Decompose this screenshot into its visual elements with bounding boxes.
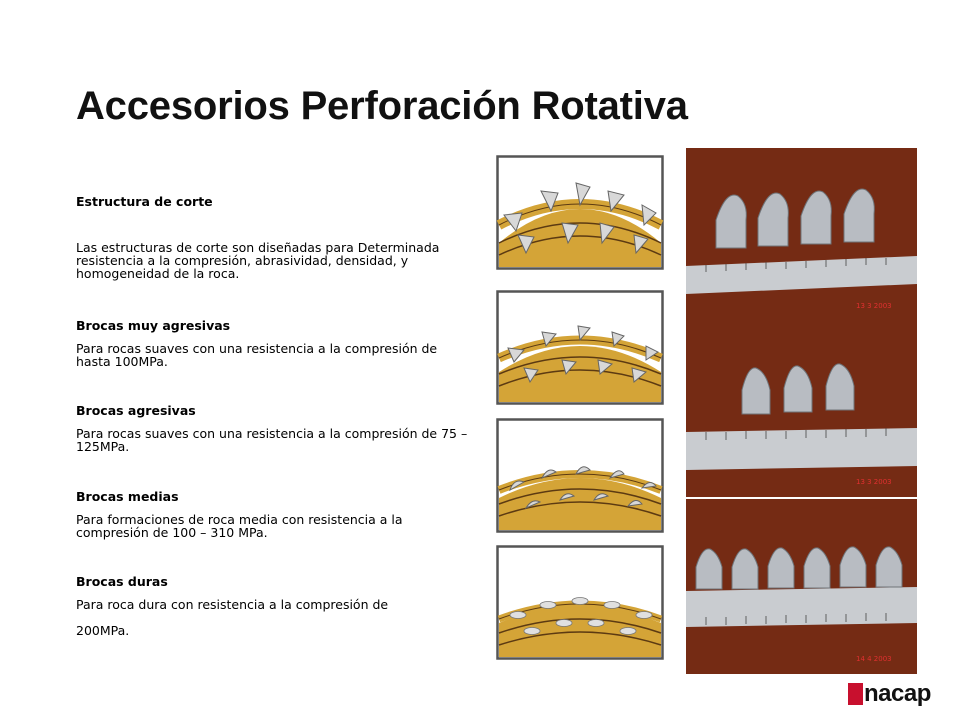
inacap-logo	[848, 680, 931, 707]
section-body-duras-line1: Para roca dura con resistencia a la compresión de	[76, 597, 389, 612]
section-body-estructura: Las estructuras de corte son diseñadas para Determinada resistencia a la compresión, abrasividad, densidad, y homogeneidad de la roca.	[76, 240, 440, 281]
photo-2-date: 13 3 2003	[856, 478, 892, 486]
slide-title: Accesorios Perforación Rotativa	[76, 84, 688, 128]
section-body-muy-agresivas: Para rocas suaves con una resistencia a la compresión de hasta 100MPa.	[76, 341, 438, 369]
section-heading-duras: Brocas duras	[76, 574, 168, 589]
section-heading-medias: Brocas medias	[76, 489, 179, 504]
section-heading-estructura: Estructura de corte	[76, 194, 213, 209]
section-body-agresivas: Para rocas suaves con una resistencia a la compresión de 75 – 125MPa.	[76, 426, 468, 454]
button-bits-photo-3	[686, 499, 917, 674]
button-bits-photo-2	[686, 322, 917, 497]
logo-wordmark: nacap	[864, 680, 931, 707]
section-heading-agresivas: Brocas agresivas	[76, 403, 196, 418]
button-bits-photo-1	[686, 148, 917, 322]
cutting-structure-diagram-agresivas	[496, 290, 664, 405]
cutting-structure-diagram-muy-agresivas	[496, 155, 664, 270]
cutting-structure-diagram-duras	[496, 545, 664, 660]
section-body-medias: Para formaciones de roca media con resistencia a la compresión de 100 – 310 MPa.	[76, 512, 403, 540]
section-heading-muy-agresivas: Brocas muy agresivas	[76, 318, 231, 333]
photo-1-date: 13 3 2003	[856, 302, 892, 310]
logo-mark	[848, 683, 863, 705]
cutting-structure-diagram-medias	[496, 418, 664, 533]
section-body-duras-line2: 200MPa.	[76, 623, 130, 638]
photo-3-date: 14 4 2003	[856, 655, 892, 663]
